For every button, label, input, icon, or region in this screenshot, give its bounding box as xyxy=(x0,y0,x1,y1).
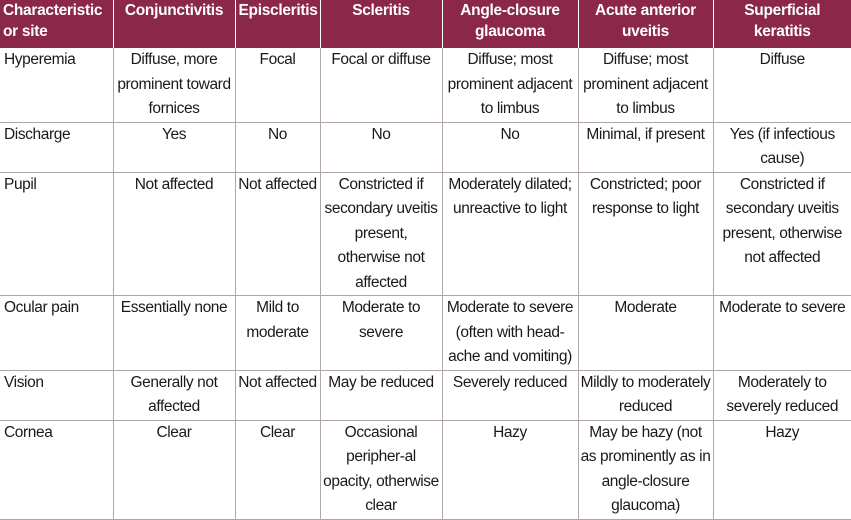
table-cell: No xyxy=(320,122,442,172)
table-cell: Not affected xyxy=(235,172,320,296)
table-cell: Moderately to severely reduced xyxy=(713,370,851,420)
table-cell: Focal xyxy=(235,48,320,122)
table-cell: Diffuse; most prominent adjacent to limbus xyxy=(442,48,578,122)
row-header: Pupil xyxy=(0,172,113,296)
table-cell: Mild to moderate xyxy=(235,296,320,371)
table-cell: Severely reduced xyxy=(442,370,578,420)
table-cell: May be reduced xyxy=(320,370,442,420)
table-cell: Not affected xyxy=(113,172,235,296)
table-cell: Constricted if secondary uveitis present, otherwise not affected xyxy=(713,172,851,296)
header-conjunctivitis: Conjunctivitis xyxy=(113,0,235,48)
table-row xyxy=(0,172,851,296)
table-cell: May be hazy (not as prominently as in angle-closure glaucoma) xyxy=(578,420,713,519)
table-row xyxy=(0,370,851,420)
table-cell: Moderate to severe xyxy=(713,296,851,371)
table-cell: Moderate to severe xyxy=(320,296,442,371)
header-episcleritis: Episcleritis xyxy=(235,0,320,48)
header-characteristic: Characteristic or site xyxy=(0,0,113,48)
header-acute-anterior-uveitis: Acute anterior uveitis xyxy=(578,0,713,48)
row-header: Vision xyxy=(0,370,113,420)
table-row xyxy=(0,122,851,172)
row-header: Hyperemia xyxy=(0,48,113,122)
table-cell: Diffuse xyxy=(713,48,851,122)
table-cell: Constricted; poor response to light xyxy=(578,172,713,296)
table-row xyxy=(0,420,851,519)
row-header: Ocular pain xyxy=(0,296,113,371)
row-header: Discharge xyxy=(0,122,113,172)
table-cell: Essentially none xyxy=(113,296,235,371)
table-row xyxy=(0,48,851,122)
header-scleritis: Scleritis xyxy=(320,0,442,48)
header-row xyxy=(0,0,851,48)
table-cell: Moderately dilated; unreactive to light xyxy=(442,172,578,296)
table-cell: Occasional peripher-al opacity, otherwise clear xyxy=(320,420,442,519)
header-angle-closure-glaucoma: Angle-closure glaucoma xyxy=(442,0,578,48)
table-cell: Yes xyxy=(113,122,235,172)
table-cell: Minimal, if present xyxy=(578,122,713,172)
table-cell: Clear xyxy=(113,420,235,519)
table-cell: Focal or diffuse xyxy=(320,48,442,122)
table-cell: Diffuse, more prominent toward fornices xyxy=(113,48,235,122)
table-cell: Generally not affected xyxy=(113,370,235,420)
table-cell: Hazy xyxy=(713,420,851,519)
table-cell: Yes (if infectious cause) xyxy=(713,122,851,172)
table-cell: Mildly to moderately reduced xyxy=(578,370,713,420)
table-cell: No xyxy=(235,122,320,172)
table-cell: No xyxy=(442,122,578,172)
table-cell: Hazy xyxy=(442,420,578,519)
header-superficial-keratitis: Superficial keratitis xyxy=(713,0,851,48)
table-cell: Constricted if secondary uveitis present, otherwise not affected xyxy=(320,172,442,296)
row-header: Cornea xyxy=(0,420,113,519)
table-cell: Moderate xyxy=(578,296,713,371)
table-cell: Diffuse; most prominent adjacent to limbus xyxy=(578,48,713,122)
table-cell: Moderate to severe (often with head-ache and vomiting) xyxy=(442,296,578,371)
table-cell: Not affected xyxy=(235,370,320,420)
table-cell: Clear xyxy=(235,420,320,519)
table-row xyxy=(0,296,851,371)
